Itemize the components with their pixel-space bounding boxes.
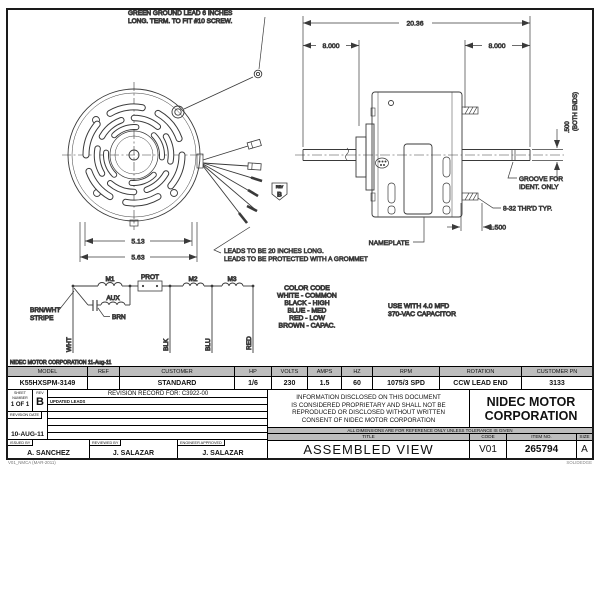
wire-brnwht-label-2: STRIPE <box>30 315 54 322</box>
coil-m1-label: M1 <box>105 276 115 283</box>
revision-record <box>48 390 268 440</box>
reviewed-by-cell: REVIEWED BY J. SALAZAR <box>90 440 178 458</box>
dim-left-shaft: 8.000 <box>322 43 340 50</box>
motor-side-view <box>295 92 564 217</box>
title-label: TITLE <box>268 434 470 440</box>
dim-right-shaft: 8.000 <box>488 43 506 50</box>
ground-lead <box>184 17 265 109</box>
val-ref <box>88 377 120 389</box>
revision-date-value: 10-AUG-11 <box>11 431 44 438</box>
drawing-title: ASSEMBLED VIEW <box>268 441 470 458</box>
groove-note-2: IDENT. ONLY <box>519 184 559 191</box>
protector-label: PROT <box>140 274 160 281</box>
proprietary-notice: INFORMATION DISCLOSED ON THIS DOCUMENT IS CONSIDERED PROPRIETARY AND SHALL NOT BE REPRODUCED OR DISCLOSED WITHOUT WRITTEN CONSENT OF NIDEC MOTOR CORPORATION <box>268 390 470 428</box>
revision-entry-empty <box>48 433 268 440</box>
revision-entry-empty <box>48 412 268 419</box>
color-code-line: BLUE - MED <box>287 307 327 315</box>
company-name: NIDEC MOTOR CORPORATION <box>470 390 592 428</box>
corp-stamp: NIDEC MOTOR CORPORATION 11-Aug-11 <box>10 360 112 366</box>
grommet <box>376 158 389 168</box>
col-rotation: ROTATION <box>440 367 522 376</box>
revision-block <box>8 390 268 458</box>
revision-entry: UPDATED LEADS <box>48 398 268 405</box>
leads-note <box>214 227 368 263</box>
dim-shaft-dia-note: (BOTH ENDS) <box>573 92 579 131</box>
side-callouts <box>369 162 564 247</box>
val-hp: 1/6 <box>235 377 272 389</box>
company-title-block <box>268 390 592 458</box>
title-labels-row <box>268 434 592 441</box>
col-hp: HP <box>235 367 272 376</box>
color-code-line: BLACK - HIGH <box>284 300 330 307</box>
size-label: SIZE <box>579 434 590 439</box>
color-code-note <box>277 285 337 330</box>
lead-wires <box>197 139 262 223</box>
issued-by-value: A. SANCHEZ <box>27 450 70 457</box>
color-code-line: WHITE - COMMON <box>277 292 337 300</box>
cad-system-label: SOLIDEDGE <box>566 460 592 465</box>
col-hz: HZ <box>342 367 373 376</box>
threaded-studs <box>462 107 478 200</box>
leads-note-2: LEADS TO BE PROTECTED WITH A GROMMET <box>224 256 368 263</box>
form-number: V01_NMCA (MAR-2011) <box>8 460 56 465</box>
revision-entry-empty <box>48 426 268 433</box>
coil-m2-label: M2 <box>188 276 198 283</box>
assembled-view-drawing <box>8 10 592 366</box>
revision-flag <box>272 183 287 200</box>
code-label: CODE <box>470 434 507 440</box>
col-customer: CUSTOMER <box>120 367 235 376</box>
item-number: 265794 <box>507 441 577 458</box>
dim-bolt-circle: 5.13 <box>131 238 145 246</box>
val-model: K55HXSPM-3149 <box>8 377 88 389</box>
nameplate-label: NAMEPLATE <box>368 240 410 247</box>
wire-brn-label: BRN <box>112 314 126 321</box>
ground-note-2: LONG. TERM. TO FIT #10 SCREW. <box>128 18 233 25</box>
wiring-diagram <box>30 274 254 353</box>
revision-entry-empty <box>48 419 268 426</box>
color-code-line: RED - LOW <box>289 315 325 322</box>
val-amps: 1.5 <box>308 377 342 389</box>
title-values-row <box>268 441 592 458</box>
groove-note-1: GROOVE FOR <box>519 176 564 183</box>
dim-stud: 1.500 <box>489 224 507 232</box>
spec-header-row <box>8 366 592 377</box>
color-code-line: COLOR CODE <box>284 285 330 292</box>
rev-label: REV <box>36 391 44 395</box>
wire-blk-label: BLK <box>163 338 170 351</box>
engineer-approved-cell: ENGINEER APPROVED J. SALAZAR <box>178 440 268 458</box>
size-value: A <box>581 444 588 455</box>
sheet-label: SHEET <box>14 391 26 395</box>
dimensions-note: ALL DIMENSIONS ARE FOR REFERENCE ONLY UNLESS TOLERANCE IS GIVEN <box>268 428 592 434</box>
sheet-value: 1 OF 1 <box>10 402 30 408</box>
dim-overall: 20.36 <box>406 20 424 28</box>
item-label: ITEM NO. <box>507 434 577 440</box>
shaft-dia-dimension <box>532 92 579 181</box>
coil-m3-label: M3 <box>227 276 237 283</box>
reviewed-by-value: J. SALAZAR <box>112 450 155 457</box>
leads-note-1: LEADS TO BE 20 INCHES LONG. <box>224 248 324 255</box>
rev-cell <box>33 390 48 412</box>
ground-note-1: GREEN GROUND LEAD 6 INCHES <box>128 10 233 17</box>
capacitor-note-1: USE WITH 4.0 MFD <box>388 303 450 310</box>
spade-terminal <box>247 139 261 149</box>
val-customer-pn: 3133 <box>549 379 565 387</box>
coil-aux-label: AUX <box>106 295 120 302</box>
front-dimensions <box>80 222 197 262</box>
col-amps: AMPS <box>308 367 342 376</box>
rev-value: B <box>36 396 44 408</box>
val-rotation: CCW LEAD END <box>440 377 522 389</box>
wire-brnwht-label-1: BRN/WHT <box>30 307 61 314</box>
issued-by-cell: ISSUED BY A. SANCHEZ <box>8 440 90 458</box>
col-customer-pn: CUSTOMER PN <box>536 368 578 375</box>
sheet-number-cell: SHEET NUMBER 1 OF 1 <box>8 390 33 412</box>
revision-date-cell <box>8 412 48 440</box>
revision-entry-empty <box>48 405 268 412</box>
wire-blu-label: BLU <box>205 338 212 351</box>
dim-body-dia: 5.63 <box>131 254 145 262</box>
col-model: MODEL <box>8 367 88 376</box>
val-hz: 60 <box>342 377 373 389</box>
col-ref: REF <box>88 367 120 376</box>
rev-flag-value: B <box>277 191 282 199</box>
wire-red-label: RED <box>246 336 253 350</box>
nameplate <box>404 144 432 214</box>
code-value: V01 <box>470 441 507 458</box>
revision-date-label: REVISION DATE <box>8 412 42 419</box>
dim-shaft-dia: .500 <box>565 121 571 133</box>
spade-terminal <box>248 163 261 170</box>
thread-note: 8-32 THR'D TYP. <box>503 205 553 213</box>
spec-value-row <box>8 377 592 390</box>
title-block <box>8 366 592 458</box>
col-volts: VOLTS <box>272 367 308 376</box>
revision-record-title: REVISION RECORD FOR: C3922-00 <box>48 390 268 398</box>
val-rpm: 1075/3 SPD <box>373 377 440 389</box>
val-volts: 230 <box>272 377 308 389</box>
color-code-line: BROWN - CAPAC. <box>278 322 336 330</box>
capacitor-note-2: 370-VAC CAPACITOR <box>388 311 456 318</box>
protector <box>138 281 162 291</box>
top-dimensions <box>303 16 530 147</box>
rev-flag-label: REV <box>275 185 284 189</box>
wire-wht-label: WHT <box>66 337 73 352</box>
col-rpm: RPM <box>373 367 440 376</box>
engineer-approved-value: J. SALAZAR <box>202 450 244 457</box>
val-customer: STANDARD <box>120 377 235 389</box>
motor-front-view <box>62 82 206 230</box>
